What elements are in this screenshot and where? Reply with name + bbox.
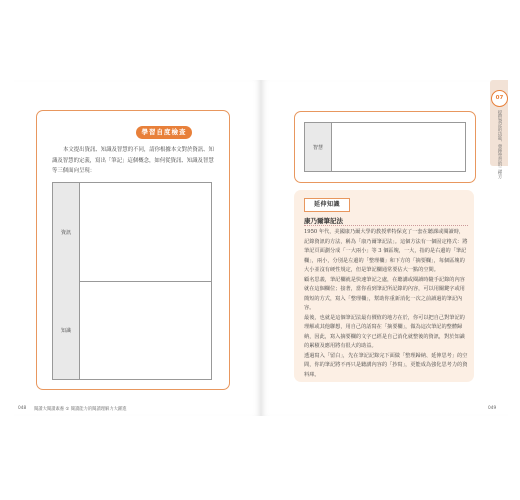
row-label-knowledge: 知識 — [53, 281, 80, 379]
extension-paragraph: 透過寫入「留白」，先在筆記記錄完下面做「整理歸納、延伸思考」的空間，你的筆記將不再只是聽講內容的「抄寫」，更能成為強化思考力的資料庫。 — [304, 352, 468, 378]
extension-header: 延伸知識 — [304, 198, 350, 212]
table-row-information — [53, 183, 211, 282]
extension-paragraph: 顧名思義，筆記欄就是快速筆記之處，在聽講或閱讀時隨手記錄的內容就在這個欄位；接著，當你看到筆記所記錄的內容，可以用關鍵字或用簡短的方式，寫入「整理欄」，幫助你重新消化一次之前讀過的筆記內容。 — [304, 276, 465, 311]
chapter-number: 07 — [491, 90, 508, 107]
row-label-information: 資訊 — [53, 183, 80, 281]
left-footer-text: 閱讀大閱讀素養 ① 閱讀能力的閱讀理解力大躍進 — [34, 407, 127, 412]
extension-paragraph: 最後，也就是這個筆記法最有價值的地方在於，你可以把自己對筆記的理解或其他聯想，用自己的話寫在「摘要欄」，做為這次筆記的整體歸納，因此，寫入摘要欄的文字已經是自己消化就整後的資訊，對於知識的累積及應用將有很大的助益。 — [304, 314, 465, 349]
table-row-knowledge — [53, 281, 211, 379]
chapter-tab-text: 提供筆記的功能，發揮學習的三種方 — [497, 110, 502, 179]
extension-title: 康乃爾筆記法 — [304, 217, 343, 225]
wisdom-table — [304, 122, 466, 172]
row-label-wisdom: 智慧 — [305, 123, 332, 171]
exercise-tag: 學習自度檢查 — [136, 126, 192, 139]
exercise-question: 本文提出資訊、知識及智慧的不同，請你根據本文對於資訊、知識及智慧的定義，寫出「筆記」這個概念，如何從資訊、知識及智慧等三個面向呈現： — [52, 147, 214, 174]
extension-body — [304, 228, 468, 380]
right-page-number: 049 — [488, 406, 497, 411]
answer-table — [52, 182, 212, 380]
left-page-number: 048 — [18, 406, 27, 411]
extension-title-divider — [304, 225, 468, 226]
extension-paragraph: 1950 年代，美國康乃爾大學的教授華特保克了一套在聽課或閱讀時，記錄資訊的方法，稱為「康乃爾筆記法」。這個方法有一個固定格式：將筆記頁面劃分成「一大兩小」等 3 個區塊，一大，指的是右邊的「筆記欄」，兩小，分別是左邊的「整理欄」和下方的「摘要欄」，每個區塊的大小並沒有硬性規定，但是筆記欄通常要佔大一點的空間。 — [304, 229, 468, 273]
